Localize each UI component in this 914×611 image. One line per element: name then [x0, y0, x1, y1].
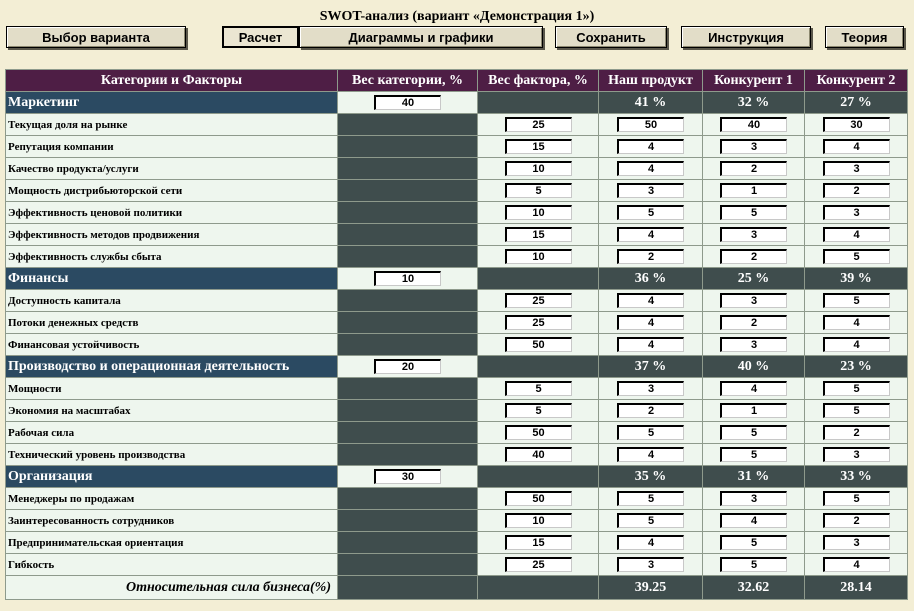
factor-row	[6, 400, 908, 422]
header-our-product: Наш продукт	[599, 70, 703, 92]
factor-competitor-1-cell	[703, 378, 805, 400]
category-name-cell	[6, 92, 338, 114]
category-name-cell	[6, 356, 338, 378]
factor-row	[6, 378, 908, 400]
factor-row	[6, 246, 908, 268]
factor-category-weight-empty	[338, 532, 478, 554]
factor-name-cell	[6, 400, 338, 422]
factor-weight-cell	[478, 180, 599, 202]
factor-category-weight-empty	[338, 554, 478, 576]
factor-name: Гибкость	[8, 558, 55, 571]
header-competitor-1: Конкурент 1	[703, 70, 805, 92]
factor-our-product-cell	[599, 444, 703, 466]
factor-row	[6, 422, 908, 444]
factor-our-product-input[interactable]: 4	[617, 139, 684, 154]
factor-weight-cell	[478, 158, 599, 180]
factor-competitor-2-cell	[805, 114, 908, 136]
factor-competitor-2-cell	[805, 488, 908, 510]
factor-row	[6, 136, 908, 158]
factor-row	[6, 312, 908, 334]
category-weight-cell	[338, 356, 478, 378]
factor-competitor-1-cell	[703, 114, 805, 136]
total-empty-1	[338, 576, 478, 600]
factor-our-product-input[interactable]: 4	[617, 293, 684, 308]
factor-competitor-1-input[interactable]: 3	[720, 337, 787, 352]
factor-competitor-2-input[interactable]: 2	[823, 513, 890, 528]
factor-weight-cell	[478, 378, 599, 400]
factor-competitor-2-cell	[805, 532, 908, 554]
factor-competitor-2-cell	[805, 290, 908, 312]
factor-row	[6, 444, 908, 466]
factor-weight-cell	[478, 334, 599, 356]
category-competitor-1-percent: 32 %	[737, 94, 770, 110]
category-factor-weight-empty	[478, 92, 599, 114]
category-name: Финансы	[8, 270, 69, 286]
factor-competitor-1-cell	[703, 400, 805, 422]
theory-button[interactable]: Теория	[825, 26, 904, 48]
factor-weight-input[interactable]: 15	[505, 227, 572, 242]
factor-competitor-2-input[interactable]: 30	[823, 117, 890, 132]
factor-our-product-input[interactable]: 4	[617, 227, 684, 242]
factor-weight-input[interactable]: 25	[505, 293, 572, 308]
factor-competitor-1-input[interactable]: 3	[720, 491, 787, 506]
factor-category-weight-empty	[338, 510, 478, 532]
factor-category-weight-empty	[338, 290, 478, 312]
factor-competitor-1-cell	[703, 444, 805, 466]
category-competitor-2-cell	[805, 268, 908, 290]
factor-our-product-input[interactable]: 3	[617, 381, 684, 396]
factor-competitor-2-cell	[805, 378, 908, 400]
factor-category-weight-empty	[338, 334, 478, 356]
factor-competitor-1-cell	[703, 202, 805, 224]
total-label: Относительная сила бизнеса(%)	[126, 579, 331, 595]
factor-weight-input[interactable]: 50	[505, 337, 572, 352]
category-factor-weight-empty	[478, 268, 599, 290]
factor-our-product-cell	[599, 246, 703, 268]
factor-row	[6, 488, 908, 510]
factor-competitor-1-input[interactable]: 5	[720, 205, 787, 220]
factor-our-product-cell	[599, 158, 703, 180]
factor-name-cell	[6, 532, 338, 554]
total-competitor-1-cell	[703, 576, 805, 600]
factor-weight-input[interactable]: 5	[505, 381, 572, 396]
category-factor-weight-empty	[478, 356, 599, 378]
category-name-cell	[6, 466, 338, 488]
factor-name-cell	[6, 554, 338, 576]
category-row	[6, 268, 908, 290]
factor-competitor-1-cell	[703, 136, 805, 158]
category-our-product-cell	[599, 356, 703, 378]
factor-name: Финансовая устойчивость	[8, 338, 140, 351]
factor-our-product-cell	[599, 378, 703, 400]
factor-weight-input[interactable]: 25	[505, 557, 572, 572]
factor-weight-input[interactable]: 10	[505, 205, 572, 220]
factor-name-cell	[6, 180, 338, 202]
category-competitor-2-percent: 33 %	[840, 468, 872, 484]
category-name: Маркетинг	[8, 94, 80, 110]
factor-our-product-cell	[599, 202, 703, 224]
factor-name-cell	[6, 488, 338, 510]
header-factor-weight: Вес фактора, %	[478, 70, 599, 92]
factor-row	[6, 334, 908, 356]
factor-competitor-2-input[interactable]: 5	[823, 403, 890, 418]
factor-weight-input[interactable]: 15	[505, 139, 572, 154]
factor-row	[6, 532, 908, 554]
category-competitor-2-cell	[805, 92, 908, 114]
factor-our-product-cell	[599, 334, 703, 356]
factor-competitor-2-input[interactable]: 2	[823, 425, 890, 440]
table-header-row	[6, 70, 908, 92]
factor-name-cell	[6, 312, 338, 334]
header-categories: Категории и Факторы	[6, 70, 338, 92]
header-category-weight: Вес категории, %	[338, 70, 478, 92]
factor-row	[6, 510, 908, 532]
factor-weight-cell	[478, 224, 599, 246]
swot-table	[5, 69, 908, 600]
factor-competitor-2-cell	[805, 158, 908, 180]
category-our-product-cell	[599, 268, 703, 290]
factor-weight-cell	[478, 444, 599, 466]
factor-weight-input[interactable]: 50	[505, 491, 572, 506]
factor-competitor-1-cell	[703, 422, 805, 444]
factor-competitor-2-cell	[805, 510, 908, 532]
factor-competitor-2-cell	[805, 136, 908, 158]
factor-name: Доступность капитала	[8, 294, 121, 307]
factor-competitor-2-cell	[805, 312, 908, 334]
factor-competitor-2-input[interactable]: 3	[823, 161, 890, 176]
factor-our-product-cell	[599, 532, 703, 554]
calculate-button[interactable]: Расчет	[222, 26, 299, 48]
category-our-product-percent: 36 %	[634, 270, 667, 286]
factor-our-product-cell	[599, 400, 703, 422]
factor-category-weight-empty	[338, 224, 478, 246]
factor-weight-input[interactable]: 5	[505, 403, 572, 418]
factor-weight-cell	[478, 400, 599, 422]
factor-row	[6, 290, 908, 312]
category-row	[6, 92, 908, 114]
factor-category-weight-empty	[338, 158, 478, 180]
factor-weight-cell	[478, 290, 599, 312]
table-body	[6, 92, 908, 600]
factor-category-weight-empty	[338, 246, 478, 268]
total-row	[6, 576, 908, 600]
factor-weight-input[interactable]: 5	[505, 183, 572, 198]
factor-our-product-input[interactable]: 2	[617, 403, 684, 418]
factor-name: Репутация компании	[8, 140, 114, 153]
category-name-cell	[6, 268, 338, 290]
factor-competitor-1-cell	[703, 334, 805, 356]
factor-our-product-input[interactable]: 5	[617, 513, 684, 528]
factor-weight-cell	[478, 554, 599, 576]
factor-category-weight-empty	[338, 312, 478, 334]
factor-competitor-1-input[interactable]: 2	[720, 161, 787, 176]
factor-row	[6, 224, 908, 246]
factor-competitor-1-input[interactable]: 2	[720, 249, 787, 264]
factor-competitor-2-input[interactable]: 4	[823, 139, 890, 154]
factor-competitor-2-input[interactable]: 5	[823, 249, 890, 264]
category-our-product-cell	[599, 92, 703, 114]
factor-our-product-cell	[599, 312, 703, 334]
factor-name: Заинтересованность сотрудников	[8, 514, 175, 527]
factor-name-cell	[6, 422, 338, 444]
factor-category-weight-empty	[338, 400, 478, 422]
category-weight-input[interactable]: 20	[374, 359, 441, 374]
factor-competitor-1-cell	[703, 510, 805, 532]
factor-our-product-cell	[599, 422, 703, 444]
factor-our-product-cell	[599, 180, 703, 202]
factor-our-product-cell	[599, 488, 703, 510]
factor-weight-input[interactable]: 25	[505, 117, 572, 132]
factor-name: Рабочая сила	[8, 426, 75, 439]
factor-name: Качество продукта/услуги	[8, 162, 139, 175]
factor-competitor-2-input[interactable]: 3	[823, 535, 890, 550]
total-empty-2	[478, 576, 599, 600]
factor-name: Текущая доля на рынке	[8, 118, 128, 131]
category-competitor-1-cell	[703, 466, 805, 488]
factor-weight-cell	[478, 422, 599, 444]
category-weight-input[interactable]: 10	[374, 271, 441, 286]
factor-competitor-2-input[interactable]: 4	[823, 315, 890, 330]
total-our-product-cell	[599, 576, 703, 600]
charts-button[interactable]: Диаграммы и графики	[299, 26, 543, 48]
factor-our-product-cell	[599, 136, 703, 158]
total-competitor-2-cell	[805, 576, 908, 600]
category-weight-input[interactable]: 40	[374, 95, 441, 110]
factor-category-weight-empty	[338, 422, 478, 444]
category-competitor-1-cell	[703, 268, 805, 290]
factor-competitor-1-input[interactable]: 5	[720, 557, 787, 572]
category-our-product-percent: 35 %	[634, 468, 667, 484]
factor-competitor-2-input[interactable]: 2	[823, 183, 890, 198]
factor-name-cell	[6, 290, 338, 312]
factor-name: Потоки денежных средств	[8, 316, 139, 329]
factor-row	[6, 158, 908, 180]
factor-name: Технический уровень производства	[8, 448, 186, 461]
header-competitor-2: Конкурент 2	[805, 70, 908, 92]
save-button[interactable]: Сохранить	[555, 26, 667, 48]
factor-competitor-2-cell	[805, 202, 908, 224]
category-our-product-cell	[599, 466, 703, 488]
factor-our-product-input[interactable]: 4	[617, 535, 684, 550]
factor-competitor-1-input[interactable]: 4	[720, 381, 787, 396]
factor-our-product-input[interactable]: 3	[617, 557, 684, 572]
factor-category-weight-empty	[338, 136, 478, 158]
category-weight-input[interactable]: 30	[374, 469, 441, 484]
factor-our-product-input[interactable]: 4	[617, 315, 684, 330]
factor-category-weight-empty	[338, 114, 478, 136]
factor-competitor-1-input[interactable]: 2	[720, 315, 787, 330]
factor-weight-input[interactable]: 10	[505, 161, 572, 176]
factor-row	[6, 180, 908, 202]
factor-name-cell	[6, 136, 338, 158]
factor-weight-cell	[478, 114, 599, 136]
factor-name: Предпринимательская ориентация	[8, 536, 184, 549]
factor-name-cell	[6, 510, 338, 532]
factor-competitor-2-input[interactable]: 4	[823, 337, 890, 352]
factor-our-product-input[interactable]: 4	[617, 447, 684, 462]
total-label-cell	[6, 576, 338, 600]
factor-competitor-2-input[interactable]: 5	[823, 293, 890, 308]
factor-name-cell	[6, 246, 338, 268]
factor-name: Мощность дистрибьюторской сети	[8, 184, 183, 197]
factor-competitor-1-input[interactable]: 5	[720, 535, 787, 550]
factor-row	[6, 114, 908, 136]
factor-name-cell	[6, 334, 338, 356]
factor-competitor-1-cell	[703, 180, 805, 202]
factor-competitor-2-input[interactable]: 5	[823, 491, 890, 506]
factor-competitor-1-cell	[703, 290, 805, 312]
factor-our-product-input[interactable]: 3	[617, 183, 684, 198]
factor-competitor-1-cell	[703, 158, 805, 180]
factor-competitor-2-cell	[805, 180, 908, 202]
factor-weight-cell	[478, 510, 599, 532]
category-competitor-1-percent: 25 %	[737, 270, 770, 286]
category-competitor-2-cell	[805, 356, 908, 378]
factor-our-product-cell	[599, 510, 703, 532]
factor-our-product-input[interactable]: 4	[617, 337, 684, 352]
factor-category-weight-empty	[338, 488, 478, 510]
factor-our-product-input[interactable]: 4	[617, 161, 684, 176]
factor-competitor-2-input[interactable]: 3	[823, 205, 890, 220]
factor-category-weight-empty	[338, 444, 478, 466]
category-our-product-percent: 37 %	[634, 358, 667, 374]
category-competitor-2-percent: 39 %	[840, 270, 872, 286]
factor-competitor-2-input[interactable]: 5	[823, 381, 890, 396]
factor-weight-cell	[478, 488, 599, 510]
factor-competitor-1-input[interactable]: 5	[720, 447, 787, 462]
category-competitor-2-cell	[805, 466, 908, 488]
total-competitor-2: 28.14	[840, 579, 872, 595]
category-competitor-1-percent: 31 %	[737, 468, 770, 484]
factor-name-cell	[6, 202, 338, 224]
factor-weight-input[interactable]: 50	[505, 425, 572, 440]
factor-weight-input[interactable]: 10	[505, 249, 572, 264]
factor-row	[6, 202, 908, 224]
factor-our-product-cell	[599, 554, 703, 576]
factor-our-product-cell	[599, 290, 703, 312]
factor-name-cell	[6, 114, 338, 136]
factor-competitor-1-input[interactable]: 3	[720, 293, 787, 308]
factor-weight-input[interactable]: 15	[505, 535, 572, 550]
factor-competitor-1-input[interactable]: 3	[720, 139, 787, 154]
factor-our-product-input[interactable]: 50	[617, 117, 684, 132]
factor-competitor-1-cell	[703, 312, 805, 334]
factor-our-product-input[interactable]: 5	[617, 491, 684, 506]
category-weight-cell	[338, 92, 478, 114]
factor-category-weight-empty	[338, 378, 478, 400]
factor-category-weight-empty	[338, 180, 478, 202]
factor-competitor-1-input[interactable]: 40	[720, 117, 787, 132]
category-row	[6, 356, 908, 378]
category-competitor-2-percent: 23 %	[840, 358, 872, 374]
factor-competitor-1-cell	[703, 554, 805, 576]
factor-competitor-1-input[interactable]: 4	[720, 513, 787, 528]
factor-weight-input[interactable]: 25	[505, 315, 572, 330]
factor-competitor-1-cell	[703, 246, 805, 268]
factor-our-product-cell	[599, 114, 703, 136]
factor-row	[6, 554, 908, 576]
factor-competitor-2-cell	[805, 554, 908, 576]
category-name: Производство и операционная деятельность	[8, 358, 290, 374]
category-weight-cell	[338, 268, 478, 290]
factor-name: Эффективность методов продвижения	[8, 228, 200, 241]
factor-weight-input[interactable]: 10	[505, 513, 572, 528]
factor-competitor-2-cell	[805, 400, 908, 422]
factor-competitor-2-cell	[805, 246, 908, 268]
factor-weight-cell	[478, 202, 599, 224]
factor-competitor-1-cell	[703, 488, 805, 510]
factor-name: Эффективность ценовой политики	[8, 206, 183, 219]
factor-name-cell	[6, 378, 338, 400]
factor-competitor-1-input[interactable]: 3	[720, 227, 787, 242]
factor-competitor-2-input[interactable]: 4	[823, 557, 890, 572]
factor-competitor-1-cell	[703, 224, 805, 246]
factor-name: Мощности	[8, 382, 62, 395]
factor-weight-input[interactable]: 40	[505, 447, 572, 462]
factor-competitor-2-cell	[805, 334, 908, 356]
factor-our-product-input[interactable]: 5	[617, 425, 684, 440]
factor-name-cell	[6, 224, 338, 246]
factor-name-cell	[6, 158, 338, 180]
category-name: Организация	[8, 468, 93, 484]
category-weight-cell	[338, 466, 478, 488]
category-competitor-1-cell	[703, 356, 805, 378]
factor-our-product-cell	[599, 224, 703, 246]
page-title: SWOT-анализ (вариант «Демонстрация 1»)	[319, 9, 595, 24]
factor-competitor-1-input[interactable]: 1	[720, 183, 787, 198]
category-competitor-1-percent: 40 %	[737, 358, 770, 374]
category-our-product-percent: 41 %	[634, 94, 667, 110]
factor-our-product-input[interactable]: 5	[617, 205, 684, 220]
factor-our-product-input[interactable]: 2	[617, 249, 684, 264]
category-competitor-2-percent: 27 %	[840, 94, 872, 110]
instructions-button[interactable]: Инструкция	[681, 26, 811, 48]
factor-competitor-2-cell	[805, 444, 908, 466]
factor-name: Экономия на масштабах	[8, 404, 131, 417]
factor-competitor-2-input[interactable]: 4	[823, 227, 890, 242]
factor-weight-cell	[478, 246, 599, 268]
total-competitor-1: 32.62	[737, 579, 770, 595]
choose-variant-button[interactable]: Выбор варианта	[6, 26, 186, 48]
factor-name-cell	[6, 444, 338, 466]
factor-competitor-2-input[interactable]: 3	[823, 447, 890, 462]
category-row	[6, 466, 908, 488]
total-our-product: 39.25	[634, 579, 667, 595]
factor-name: Эффективность службы сбыта	[8, 250, 162, 263]
factor-weight-cell	[478, 532, 599, 554]
factor-name: Менеджеры по продажам	[8, 492, 135, 505]
factor-competitor-2-cell	[805, 224, 908, 246]
factor-competitor-1-cell	[703, 532, 805, 554]
factor-competitor-1-input[interactable]: 5	[720, 425, 787, 440]
factor-weight-cell	[478, 136, 599, 158]
category-factor-weight-empty	[478, 466, 599, 488]
factor-competitor-1-input[interactable]: 1	[720, 403, 787, 418]
factor-weight-cell	[478, 312, 599, 334]
factor-competitor-2-cell	[805, 422, 908, 444]
factor-category-weight-empty	[338, 202, 478, 224]
category-competitor-1-cell	[703, 92, 805, 114]
